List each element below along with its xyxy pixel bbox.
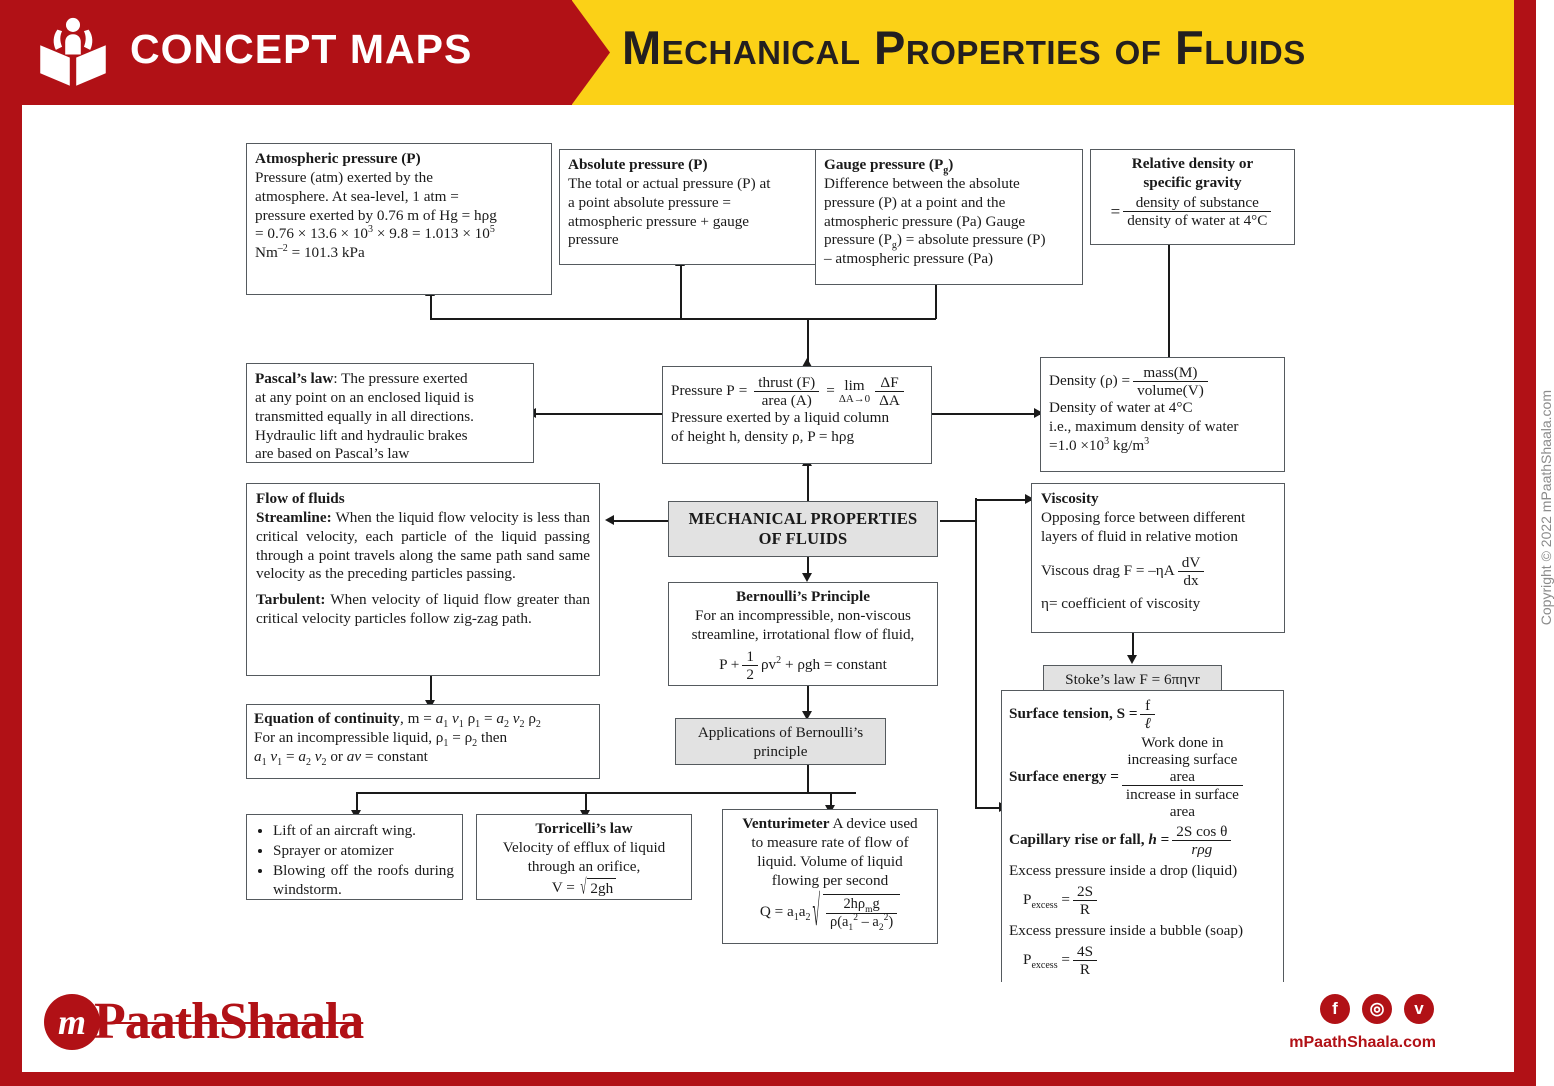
text-part: Work done in <box>1141 734 1224 752</box>
node-line: through an orifice, <box>527 857 641 875</box>
text-part: Pressure P <box>671 382 735 400</box>
node-line: pressure <box>568 231 619 249</box>
numerator: mass(M) <box>1143 364 1198 381</box>
connector <box>932 413 1040 415</box>
denominator: dx <box>1178 571 1205 589</box>
venturimeter-equation <box>730 887 930 935</box>
subscript: g <box>943 165 949 177</box>
text-part: ) = absolute pressure (P) <box>896 231 1046 249</box>
text-part: = ρ <box>448 728 473 746</box>
connector <box>680 265 682 319</box>
subscript: excess <box>1031 900 1058 912</box>
node-applications-of-bernoulli[interactable] <box>675 718 886 765</box>
text-part: = 0.76 × 13.6 × 10 <box>255 225 369 243</box>
node-title: Equation of continuity <box>254 710 401 727</box>
denominator: rρg <box>1172 840 1231 858</box>
connector <box>807 765 809 792</box>
text-part: = 101.3 kPa <box>287 244 365 262</box>
streamline-paragraph <box>256 509 590 584</box>
node-line: transmitted equally in all directions. <box>255 407 474 425</box>
text-part: a <box>298 747 306 765</box>
central-title-line1: MECHANICAL PROPERTIES <box>688 508 918 528</box>
node-title: Absolute pressure (P) <box>568 156 708 173</box>
page-footer <box>22 982 1514 1072</box>
text-part: V = <box>551 878 575 896</box>
equals-sign: = <box>826 382 835 400</box>
excess-pressure-bubble-equation <box>1009 943 1276 978</box>
viscous-drag-equation <box>1041 554 1275 589</box>
node-line <box>254 748 592 767</box>
node-line: Excess pressure inside a drop (liquid) <box>1009 862 1238 880</box>
subscript: 2 <box>519 719 525 731</box>
node-atmospheric-pressure[interactable] <box>246 143 552 295</box>
node-line: Hydraulic lift and hydraulic brakes <box>255 426 468 444</box>
concept-map-canvas <box>22 105 1514 1072</box>
text-part: av <box>346 747 362 765</box>
subscript: 1 <box>277 756 283 768</box>
node-line: principle <box>753 742 808 760</box>
node-applications-list[interactable] <box>246 814 463 900</box>
node-line <box>730 815 930 834</box>
turbulent-paragraph <box>256 591 590 629</box>
node-line: atmosphere. At sea-level, 1 atm = <box>255 187 459 205</box>
node-line: pressure (P) at a point and the <box>824 193 1006 211</box>
node-title: Relative density or <box>1131 155 1254 172</box>
node-density[interactable] <box>1040 357 1285 472</box>
page-header <box>0 0 1536 105</box>
exponent: 3 <box>1104 435 1110 447</box>
limit-operator <box>839 378 870 405</box>
subscript: m <box>865 905 873 916</box>
numerator: dV <box>1181 553 1201 571</box>
denominator: R <box>1073 960 1097 978</box>
denominator <box>826 912 897 933</box>
fraction <box>1178 554 1205 589</box>
connector <box>807 465 809 501</box>
text-part: 2hρ <box>843 896 866 913</box>
text-part <box>1023 951 1070 970</box>
node-line: Pressure (atm) exerted by the <box>255 168 433 186</box>
text-part: – a <box>857 913 879 930</box>
exponent: 2 <box>776 654 782 666</box>
node-line <box>824 231 1074 250</box>
node-venturimeter[interactable] <box>722 809 938 944</box>
node-title: Venturimeter <box>742 815 830 832</box>
connector <box>940 520 976 522</box>
text-part: g <box>872 896 880 913</box>
denominator: R <box>1073 900 1097 918</box>
text-part: ρ <box>463 710 476 727</box>
list-item: • Lift of an aircraft wing. <box>273 822 454 841</box>
exponent: 5 <box>489 224 495 236</box>
text-part: × 9.8 = 1.013 × 10 <box>373 225 490 243</box>
text-part: v <box>266 747 278 765</box>
connector <box>975 498 977 808</box>
connector <box>612 520 668 522</box>
node-line: streamline, irrotational flow of fluid, <box>691 625 915 643</box>
node-central-topic[interactable] <box>668 501 938 557</box>
node-line <box>254 729 592 748</box>
text-part: Viscous drag F = –ηA <box>1041 561 1175 579</box>
radicand <box>823 894 900 933</box>
text-part: + ρgh = constant <box>781 655 887 673</box>
brand-wordmark: PaathShaala <box>94 993 364 1050</box>
excess-pressure-drop-equation <box>1009 883 1276 918</box>
relative-density-formula <box>1097 194 1288 229</box>
node-relative-density[interactable] <box>1090 149 1295 245</box>
numerator: density of substance <box>1135 193 1259 211</box>
text-part: = constant <box>361 747 428 765</box>
node-gauge-pressure[interactable] <box>815 149 1083 285</box>
torricelli-equation <box>484 875 684 899</box>
surface-energy-label: Surface energy = <box>1009 767 1119 785</box>
frame-border-bottom <box>0 1072 1536 1086</box>
node-pressure-formula[interactable] <box>662 366 932 464</box>
node-title: Flow of fluids <box>256 490 345 507</box>
text-part: =1.0 ×10 <box>1049 436 1105 454</box>
text-part: area <box>1169 768 1196 786</box>
node-line: For an incompressible, non-viscous <box>695 606 911 624</box>
node-line: flowing per second <box>771 871 889 889</box>
equals-sign: = <box>1110 201 1121 221</box>
limit-label: lim <box>844 376 865 394</box>
node-line <box>255 225 543 244</box>
subscript: 1 <box>793 911 799 923</box>
node-line: pressure exerted by 0.76 m of Hg = hρg <box>255 206 497 224</box>
connector <box>430 295 432 319</box>
exponent: 3 <box>1144 435 1150 447</box>
denominator: density of water at 4°C <box>1123 211 1271 229</box>
node-torricellis-law[interactable] <box>476 814 692 900</box>
fraction <box>1122 734 1243 820</box>
node-bernoulli-principle[interactable] <box>668 582 938 686</box>
node-title: Atmospheric pressure (P) <box>255 150 421 167</box>
node-line: a point absolute pressure = <box>568 193 731 211</box>
exponent: 3 <box>368 224 374 236</box>
text-part: = <box>480 710 497 727</box>
twitter-icon[interactable]: ᴠ <box>1404 994 1434 1024</box>
node-line: Difference between the absolute <box>824 174 1020 192</box>
frame-border-right <box>1514 0 1536 1086</box>
capillary-label <box>1009 831 1169 850</box>
surface-energy-equation <box>1009 734 1276 820</box>
text-part: increasing surface <box>1127 751 1238 769</box>
streamline-text: When the liquid flow velocity is less than critical velocity, each particle of the liquid passing through a point travels along the same path sand same velocity as the preceding particles passing. <box>256 508 590 583</box>
site-url-label[interactable]: mPaathShaala.com <box>1289 1034 1436 1051</box>
text-part: ρ(a <box>830 913 849 930</box>
denominator <box>1122 785 1243 820</box>
bernoulli-equation <box>676 648 930 683</box>
equals-sign: = <box>738 382 748 400</box>
node-title: Bernoulli’s Principle <box>735 588 870 605</box>
denominator: ΔA <box>875 391 904 409</box>
node-line: Pressure exerted by a liquid column <box>671 409 890 427</box>
brand-logo[interactable] <box>44 992 363 1051</box>
node-line: Applications of Bernoulli’s <box>697 724 864 741</box>
node-line <box>254 710 592 729</box>
exponent: 2 <box>853 912 858 923</box>
instagram-icon[interactable]: ◎ <box>1362 994 1392 1024</box>
node-line <box>255 244 543 263</box>
text-part: area <box>1169 803 1196 821</box>
density-equation <box>1049 364 1276 399</box>
subscript: 1 <box>848 922 854 933</box>
node-line: atmospheric pressure + gauge <box>568 212 750 230</box>
node-line: – atmospheric pressure (Pa) <box>824 250 994 268</box>
subscript: 1 <box>443 719 449 731</box>
square-root <box>579 875 617 899</box>
subscript: 2 <box>321 756 327 768</box>
subscript: 2 <box>535 719 541 731</box>
text-part: P + <box>719 655 740 673</box>
subscript: 1 <box>458 719 464 731</box>
node-title: Torricelli’s law <box>535 820 633 837</box>
text-part <box>761 656 887 675</box>
text-part: h <box>1144 831 1157 849</box>
brand-badge-m: m <box>44 994 100 1050</box>
node-line: Density of water at 4°C <box>1049 399 1193 417</box>
stokes-law-text: Stoke’s law F = 6πηvr <box>1065 670 1200 688</box>
subscript: 2 <box>878 922 884 933</box>
arrow-head <box>802 573 812 582</box>
text-part: 2S cos θ <box>1176 823 1228 841</box>
turbulent-text: When velocity of liquid flow greater than critical velocity particles follow zig-zag path. <box>256 591 590 628</box>
node-absolute-pressure[interactable] <box>559 149 827 265</box>
subscript: 2 <box>472 737 478 749</box>
text-part: ) <box>948 156 954 173</box>
node-line <box>255 370 525 389</box>
text-part: ρv <box>760 655 777 673</box>
subscript: 1 <box>261 756 267 768</box>
text-part: v <box>310 747 322 765</box>
subscript: 1 <box>475 719 481 731</box>
copyright-notice: Copyright © 2022 mPaathShaala.com <box>1538 390 1554 626</box>
text-part <box>760 903 811 922</box>
pressure-equation <box>671 374 923 409</box>
node-line: are based on Pascal’s law <box>255 445 410 463</box>
node-line: liquid. Volume of liquid <box>757 852 903 870</box>
radical-sign: √ <box>812 887 821 935</box>
node-title <box>824 156 1074 175</box>
surface-tension-equation <box>1009 697 1276 732</box>
frame-border-left <box>0 0 22 1086</box>
connector <box>1168 225 1170 365</box>
equals-sign: = <box>1156 831 1170 849</box>
text-part: then <box>477 728 508 746</box>
node-title: Pascal’s law <box>255 370 334 387</box>
page-title: Mechanical Properties of Fluids <box>622 21 1306 74</box>
list-item: • Blowing off the roofs during windstorm. <box>273 862 454 900</box>
text-part: a <box>496 710 504 727</box>
text-part: ) <box>888 913 894 930</box>
text-part: P <box>1023 950 1032 968</box>
text-part: P <box>1023 891 1032 909</box>
connector <box>356 792 856 794</box>
numerator <box>1122 734 1243 785</box>
fraction <box>742 648 758 683</box>
connector <box>430 318 936 320</box>
node-line: to measure rate of flow of <box>751 833 909 851</box>
node-line: atmospheric pressure (Pa) Gauge <box>824 212 1026 230</box>
text-part: kg/m <box>1109 436 1145 454</box>
subscript: 2 <box>305 756 311 768</box>
text-part: a <box>798 902 806 920</box>
text-part: v <box>448 710 459 727</box>
node-line: layers of fluid in relative motion <box>1041 527 1238 545</box>
text-part: Q = a <box>759 902 794 920</box>
applications-bullet-list <box>253 822 454 899</box>
node-line: Excess pressure inside a bubble (soap) <box>1009 922 1244 940</box>
text-part: : The pressure exerted <box>333 370 468 387</box>
text-part: Capillary rise or fall, <box>1009 831 1145 849</box>
node-line: η= coefficient of viscosity <box>1041 594 1201 612</box>
text-part: ρ <box>524 710 536 727</box>
capillary-rise-equation <box>1009 823 1276 858</box>
facebook-icon[interactable]: f <box>1320 994 1350 1024</box>
subscript: g <box>891 240 897 252</box>
subscript: 2 <box>805 911 811 923</box>
arrow-head <box>1127 655 1137 664</box>
radicand: 2gh <box>587 878 616 899</box>
numerator: 4S <box>1076 942 1094 960</box>
node-line <box>1049 437 1276 456</box>
exponent: 2 <box>883 912 889 923</box>
concept-maps-badge-label: CONCEPT MAPS <box>130 26 473 72</box>
numerator: ΔF <box>880 374 899 391</box>
surface-tension-label: Surface tension, S = <box>1009 705 1138 723</box>
text-part: = <box>282 747 299 765</box>
square-root <box>810 887 900 935</box>
arrow-head <box>605 515 614 525</box>
node-surface-tension[interactable] <box>1001 690 1284 1021</box>
node-line: at any point on an enclosed liquid is <box>255 388 474 406</box>
subscript: 1 <box>443 737 449 749</box>
fraction <box>1123 194 1271 229</box>
denominator: volume(V) <box>1133 381 1208 399</box>
denominator: ℓ <box>1140 714 1154 732</box>
list-item: • Sprayer or atomizer <box>273 842 454 861</box>
node-flow-of-fluids[interactable] <box>246 483 600 676</box>
text-part: a <box>254 747 262 765</box>
node-pascals-law[interactable] <box>246 363 534 463</box>
fraction <box>1133 364 1208 399</box>
equals-sign: = <box>1057 950 1070 968</box>
node-title: Viscosity <box>1041 490 1099 507</box>
node-equation-of-continuity[interactable] <box>246 704 600 779</box>
node-line: i.e., maximum density of water <box>1049 417 1239 435</box>
numerator: 2S <box>1076 882 1094 900</box>
exponent: –2 <box>277 243 288 255</box>
denominator: area (A) <box>754 391 819 409</box>
text-part: , m = <box>400 710 436 727</box>
connector <box>534 413 662 415</box>
fraction <box>1073 883 1097 918</box>
node-line: Opposing force between different <box>1041 508 1246 526</box>
text-part: or <box>326 747 347 765</box>
subscript: excess <box>1031 959 1058 971</box>
open-book-person-icon <box>34 14 112 92</box>
fraction <box>754 374 819 409</box>
numerator: f <box>1145 697 1151 714</box>
denominator: 2 <box>742 665 758 683</box>
subscript: 2 <box>503 719 509 731</box>
numerator: 1 <box>746 647 754 665</box>
node-viscosity[interactable] <box>1031 483 1285 633</box>
text-part: Gauge pressure (P <box>824 156 944 173</box>
text-part: pressure (P <box>824 231 892 249</box>
limit-condition: ΔA→0 <box>838 392 871 405</box>
central-title-line2: OF FLUIDS <box>758 529 848 548</box>
turbulent-label: Tarbulent: <box>256 591 326 609</box>
text-part: Density (ρ) = <box>1049 372 1131 390</box>
node-line: The total or actual pressure (P) at <box>568 174 771 192</box>
text-part: increase in surface <box>1125 786 1239 804</box>
equals-sign: = <box>1057 891 1070 909</box>
text-part: Nm <box>255 244 278 262</box>
text-part: For an incompressible liquid, ρ <box>254 728 444 746</box>
fraction <box>1073 943 1097 978</box>
numerator: thrust (F) <box>758 374 816 391</box>
text-part: v <box>508 710 520 727</box>
numerator <box>1172 823 1231 840</box>
numerator <box>826 896 897 916</box>
social-links[interactable] <box>1320 994 1434 1024</box>
node-line: Velocity of efflux of liquid <box>502 838 666 856</box>
radical-sign: √ <box>579 875 587 899</box>
fraction <box>1172 823 1231 858</box>
fraction <box>875 374 904 409</box>
text-part: a <box>435 710 444 727</box>
node-line: of height h, density ρ, P = hρg <box>671 427 855 445</box>
streamline-label: Streamline: <box>256 508 332 526</box>
connector <box>975 499 1031 501</box>
fraction <box>1140 697 1154 732</box>
text-part <box>1023 891 1070 910</box>
text-part: A device used <box>829 815 918 832</box>
node-title: specific gravity <box>1143 173 1242 191</box>
fraction <box>826 896 897 933</box>
